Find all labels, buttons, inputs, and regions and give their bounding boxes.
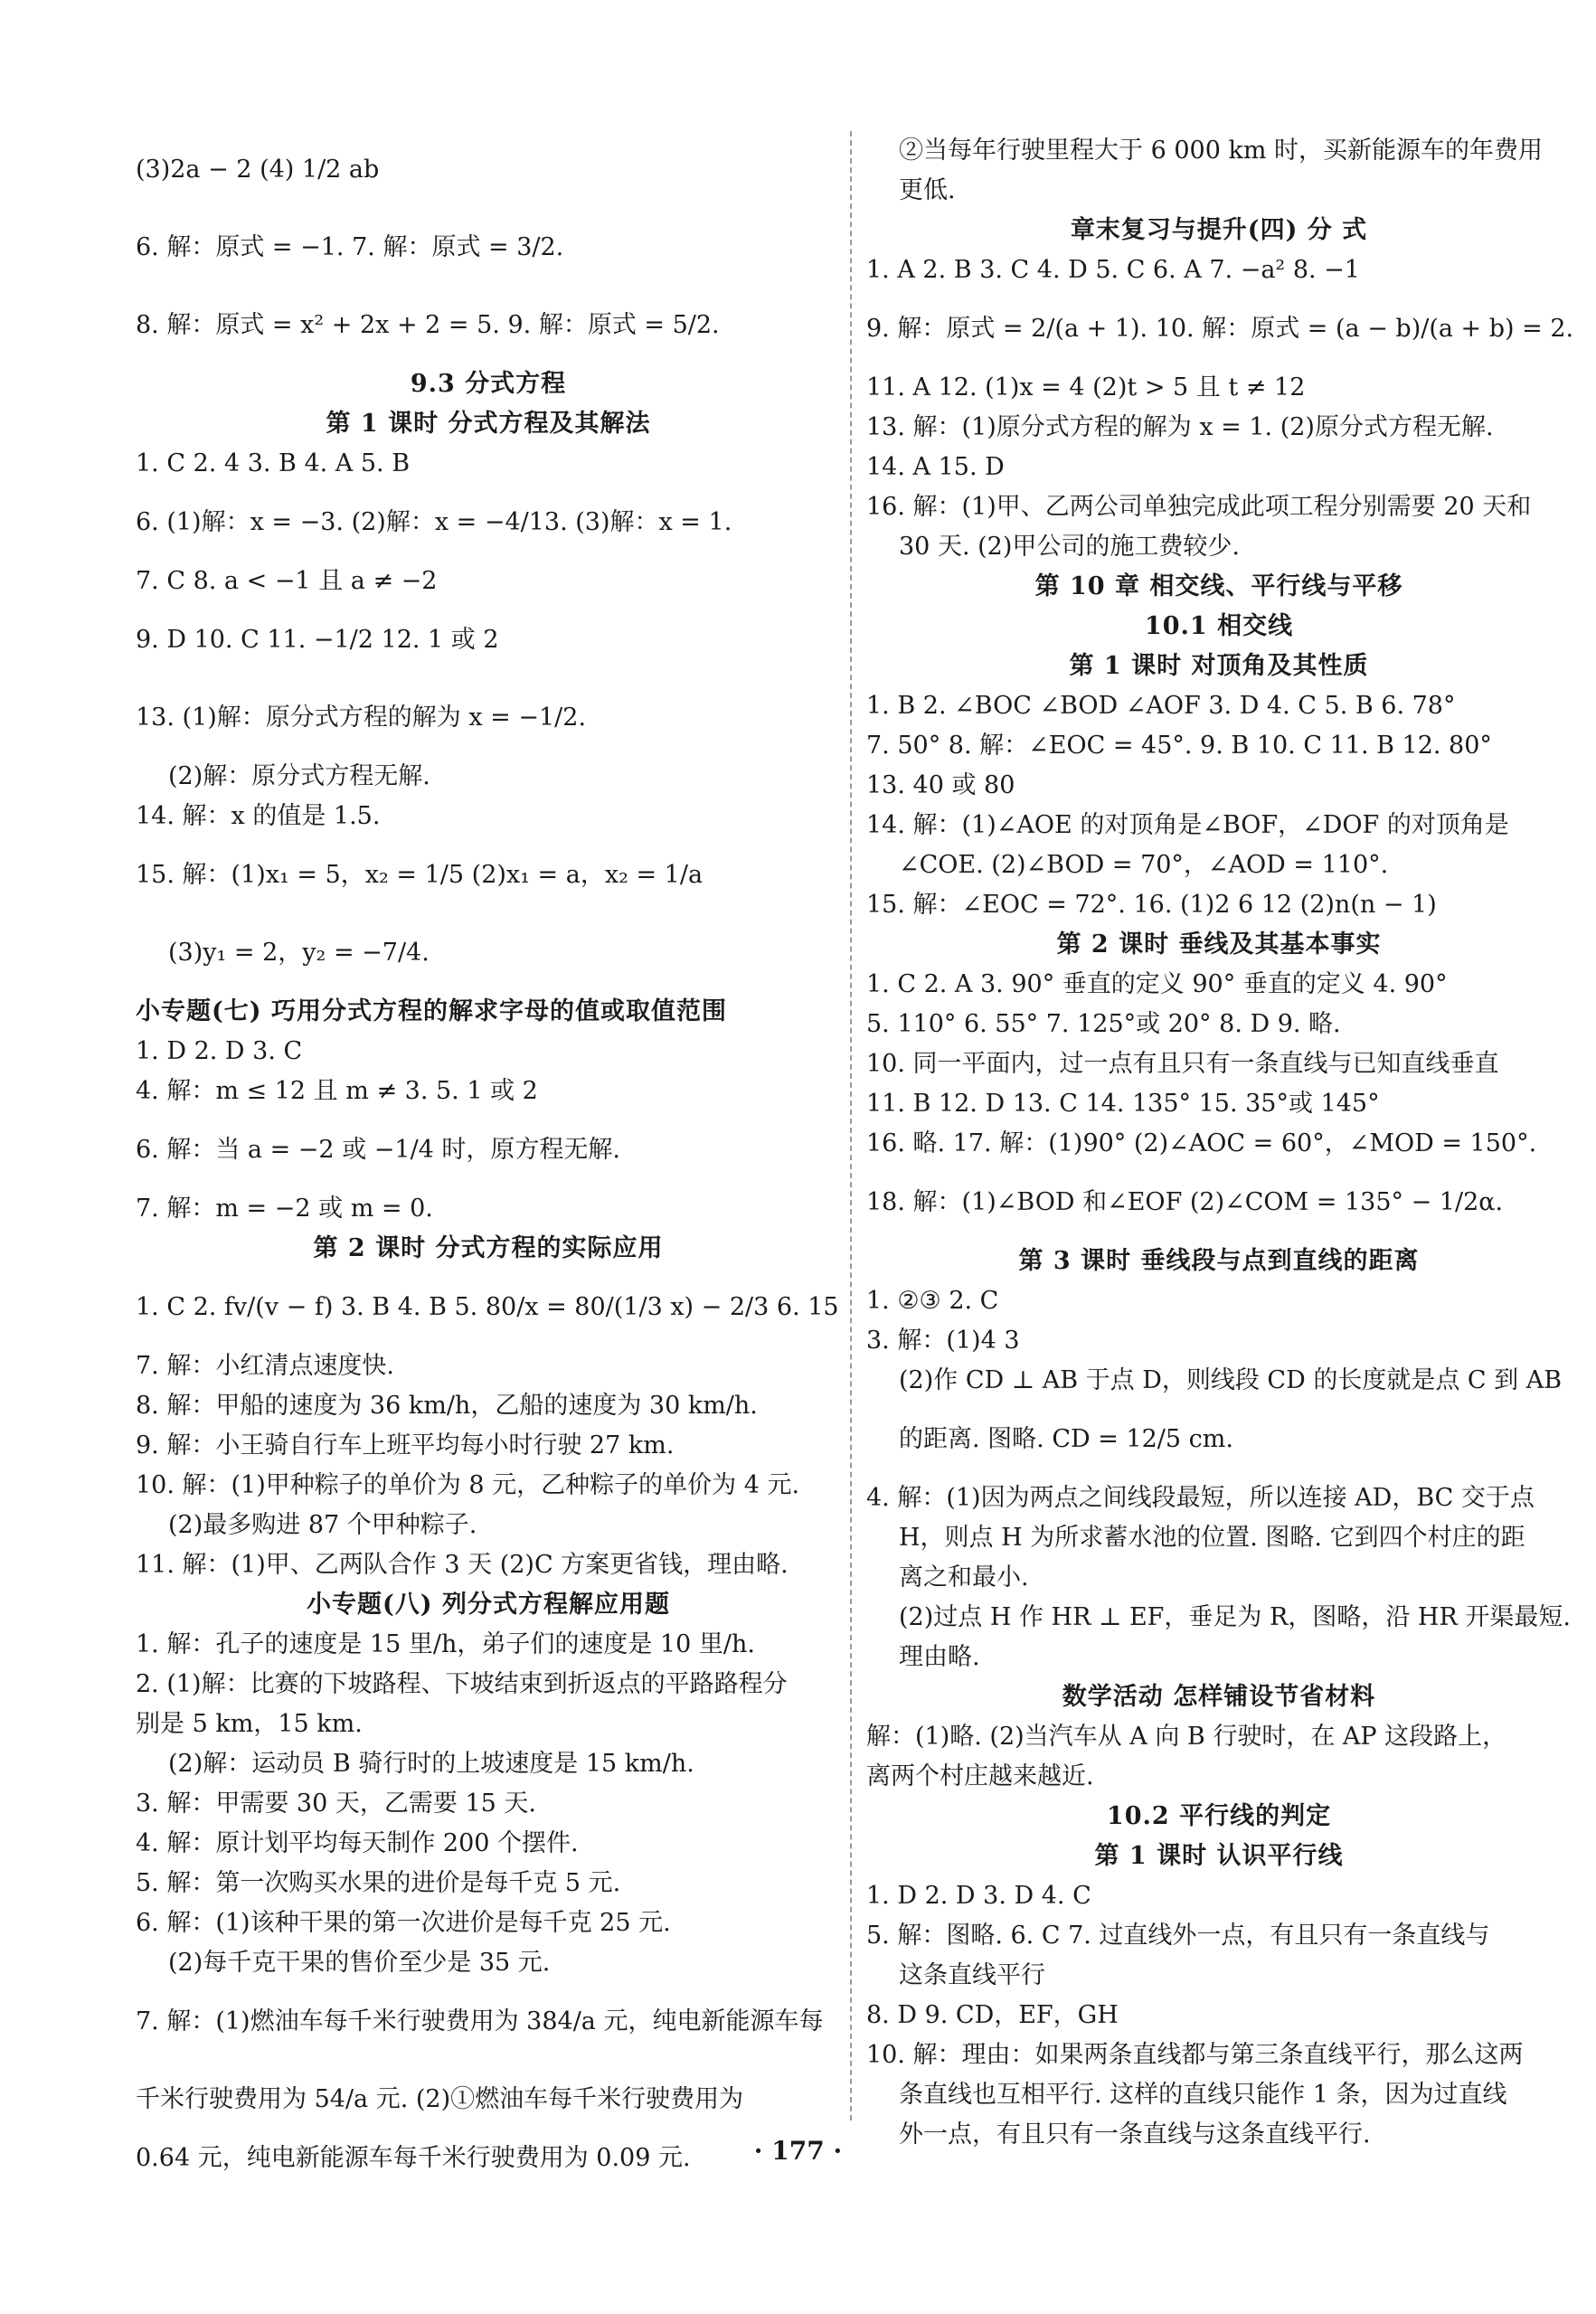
answer-line: (2)最多购进 87 个甲种粽子. — [168, 1511, 477, 1539]
answer-line: 6. 解：当 a = −2 或 −1/4 时，原方程无解. — [136, 1136, 621, 1164]
answer-line: 7. 50° 8. 解：∠EOC = 45°. 9. B 10. C 11. B 12. 80° — [866, 732, 1492, 760]
answer-line: 6. (1)解：x = −3. (2)解：x = −4/13. (3)解：x = 1. — [136, 508, 732, 536]
answer-line: 1. D 2. D 3. D 4. C — [866, 1882, 1091, 1910]
answer-line: 4. 解：(1)因为两点之间线段最短，所以连接 AD，BC 交于点 — [866, 1484, 1535, 1512]
answer-line: ②当每年行驶里程大于 6 000 km 时，买新能源车的年费用 — [899, 137, 1544, 165]
answer-line: 的距离. 图略. CD = 12/5 cm. — [899, 1425, 1233, 1453]
answer-line: (2)每千克干果的售价至少是 35 元. — [168, 1949, 551, 1977]
answer-line: 1. 解：孔子的速度是 15 里/h，弟子们的速度是 10 里/h. — [136, 1630, 755, 1658]
answer-line: 30 天. (2)甲公司的施工费较少. — [899, 533, 1240, 561]
answer-line: 6. 解：(1)该种干果的第一次进价是每千克 25 元. — [136, 1909, 671, 1937]
answer-line: ∠COE. (2)∠BOD = 70°，∠AOD = 110°. — [899, 851, 1389, 879]
section-heading: 第 2 课时 垂线及其基本事实 — [1056, 930, 1382, 959]
answer-line: 13. 40 或 80 — [866, 771, 1015, 799]
answer-line: 离两个村庄越来越近. — [866, 1762, 1094, 1790]
answer-line: 千米行驶费用为 54/a 元. (2)①燃油车每千米行驶费用为 — [136, 2085, 744, 2113]
answer-line: 11. A 12. (1)x = 4 (2)t > 5 且 t ≠ 12 — [866, 373, 1306, 401]
answer-line: 7. 解：m = −2 或 m = 0. — [136, 1195, 433, 1223]
answer-line: 10. 同一平面内，过一点有且只有一条直线与已知直线垂直 — [866, 1050, 1499, 1078]
answer-line: 14. 解：x 的值是 1.5. — [136, 802, 381, 830]
answer-line: 4. 解：m ≤ 12 且 m ≠ 3. 5. 1 或 2 — [136, 1077, 538, 1105]
answer-line: 离之和最小. — [899, 1563, 1029, 1591]
right-column — [866, 131, 1572, 2155]
answer-line: 14. A 15. D — [866, 453, 1005, 481]
section-heading: 第 3 课时 垂线段与点到直线的距离 — [1018, 1247, 1420, 1275]
section-heading: 10.2 平行线的判定 — [1106, 1802, 1332, 1830]
answer-line: 1. C 2. 4 3. B 4. A 5. B — [136, 449, 411, 477]
answer-line: 9. 解：小王骑自行车上班平均每小时行驶 27 km. — [136, 1431, 675, 1459]
answer-line: 11. 解：(1)甲、乙两队合作 3 天 (2)C 方案更省钱，理由略. — [136, 1551, 789, 1579]
answer-line: 1. C 2. A 3. 90° 垂直的定义 90° 垂直的定义 4. 90° — [866, 970, 1448, 998]
answer-line: 1. C 2. fv/(v − f) 3. B 4. B 5. 80/x = 80/(1/3 x) − 2/3 6. 15 — [136, 1293, 839, 1321]
answer-line: 16. 解：(1)甲、乙两公司单独完成此项工程分别需要 20 天和 — [866, 493, 1532, 521]
answer-line: 7. 解：(1)燃油车每千米行驶费用为 384/a 元，纯电新能源车每 — [136, 2007, 824, 2035]
answer-line: 7. 解：小红清点速度快. — [136, 1352, 394, 1380]
answer-line: 4. 解：原计划平均每天制作 200 个摆件. — [136, 1829, 579, 1857]
answer-line: 7. C 8. a < −1 且 a ≠ −2 — [136, 567, 438, 595]
answer-line: (3)2a − 2 (4) 1/2 ab — [136, 156, 380, 184]
answer-line: 1. D 2. D 3. C — [136, 1037, 303, 1065]
answer-line: 9. D 10. C 11. −1/2 12. 1 或 2 — [136, 626, 499, 654]
section-heading: 10.1 相交线 — [1144, 612, 1294, 640]
section-heading: 数学活动 怎样铺设节省材料 — [1062, 1683, 1376, 1711]
answer-line: 5. 解：图略. 6. C 7. 过直线外一点，有且只有一条直线与 — [866, 1922, 1490, 1950]
answer-line: 理由略. — [899, 1643, 980, 1671]
answer-line: 解：(1)略. (2)当汽车从 A 向 B 行驶时，在 AP 这段路上， — [866, 1723, 1507, 1751]
answer-line: 3. 解：(1)4 3 — [866, 1327, 1020, 1355]
answer-line: (2)解：原分式方程无解. — [168, 762, 430, 790]
answer-line: 10. 解：(1)甲种粽子的单价为 8 元，乙种粽子的单价为 4 元. — [136, 1471, 800, 1499]
answer-line: 8. 解：甲船的速度为 36 km/h，乙船的速度为 30 km/h. — [136, 1392, 758, 1420]
answer-line: 18. 解：(1)∠BOD 和∠EOF (2)∠COM = 135° − 1/2α. — [866, 1188, 1504, 1216]
answer-line: 16. 略. 17. 解：(1)90° (2)∠AOC = 60°，∠MOD = 150°. — [866, 1129, 1537, 1157]
answer-line: H，则点 H 为所求蓄水池的位置. 图略. 它到四个村庄的距 — [899, 1524, 1525, 1552]
answer-line: 1. A 2. B 3. C 4. D 5. C 6. A 7. −a² 8. −1 — [866, 256, 1360, 284]
answer-line: 8. 解：原式 = x² + 2x + 2 = 5. 9. 解：原式 = 5/2. — [136, 311, 720, 339]
section-heading: 第 10 章 相交线、平行线与平移 — [1034, 572, 1403, 600]
answer-line: (2)解：运动员 B 骑行时的上坡速度是 15 km/h. — [168, 1750, 694, 1778]
answer-line: 15. 解：(1)x₁ = 5，x₂ = 1/5 (2)x₁ = a，x₂ = 1/a — [136, 861, 704, 889]
answer-line: (2)过点 H 作 HR ⊥ EF，垂足为 R，图略，沿 HR 开渠最短. — [899, 1603, 1571, 1631]
answer-line: 2. (1)解：比赛的下坡路程、下坡结束到折返点的平路路程分 — [136, 1670, 788, 1698]
answer-line: 8. D 9. CD，EF，GH — [866, 2001, 1119, 2029]
answer-line: 这条直线平行 — [899, 1961, 1045, 1989]
answer-line: (2)作 CD ⊥ AB 于点 D，则线段 CD 的长度就是点 C 到 AB — [899, 1366, 1563, 1394]
answer-line: 10. 解：理由：如果两条直线都与第三条直线平行，那么这两 — [866, 2041, 1524, 2069]
answer-line: 3. 解：甲需要 30 天，乙需要 15 天. — [136, 1790, 536, 1818]
answer-line: 5. 解：第一次购买水果的进价是每千克 5 元. — [136, 1869, 621, 1897]
answer-line: (3)y₁ = 2，y₂ = −7/4. — [168, 939, 430, 967]
section-heading: 第 1 课时 认识平行线 — [1094, 1842, 1344, 1870]
left-column — [136, 131, 841, 2178]
answer-line: 14. 解：(1)∠AOE 的对顶角是∠BOF，∠DOF 的对顶角是 — [866, 811, 1509, 839]
section-heading: 第 1 课时 对顶角及其性质 — [1069, 652, 1369, 680]
section-heading: 章末复习与提升(四) 分 式 — [1070, 216, 1368, 244]
answer-line: 13. 解：(1)原分式方程的解为 x = 1. (2)原分式方程无解. — [866, 413, 1494, 441]
answer-line: 条直线也互相平行. 这样的直线只能作 1 条，因为过直线 — [899, 2081, 1507, 2109]
column-divider — [850, 131, 852, 2120]
section-heading: 9.3 分式方程 — [410, 370, 567, 398]
answer-line: 13. (1)解：原分式方程的解为 x = −1/2. — [136, 704, 587, 732]
answer-line: 0.64 元，纯电新能源车每千米行驶费用为 0.09 元. — [136, 2144, 691, 2172]
answer-line: 1. ②③ 2. C — [866, 1287, 999, 1315]
answer-line: 15. 解：∠EOC = 72°. 16. (1)2 6 12 (2)n(n − 1) — [866, 891, 1437, 919]
answer-line: 外一点，有且只有一条直线与这条直线平行. — [899, 2120, 1371, 2149]
answer-line: 更低. — [899, 176, 956, 204]
section-heading: 小专题(七) 巧用分式方程的解求字母的值或取值范围 — [136, 997, 727, 1025]
section-heading: 小专题(八) 列分式方程解应用题 — [307, 1591, 670, 1619]
answer-line: 5. 110° 6. 55° 7. 125°或 20° 8. D 9. 略. — [866, 1010, 1341, 1038]
answer-line: 11. B 12. D 13. C 14. 135° 15. 35°或 145° — [866, 1090, 1380, 1118]
section-heading: 第 2 课时 分式方程的实际应用 — [313, 1234, 664, 1262]
answer-line: 1. B 2. ∠BOC ∠BOD ∠AOF 3. D 4. C 5. B 6. 78° — [866, 692, 1456, 720]
section-heading: 第 1 课时 分式方程及其解法 — [326, 410, 651, 438]
page-number: · 177 · — [753, 2136, 843, 2166]
answer-line: 别是 5 km，15 km. — [136, 1710, 363, 1738]
answer-line: 9. 解：原式 = 2/(a + 1). 10. 解：原式 = (a − b)/(a + b) = 2. — [866, 315, 1574, 343]
answer-line: 6. 解：原式 = −1. 7. 解：原式 = 3/2. — [136, 233, 564, 261]
